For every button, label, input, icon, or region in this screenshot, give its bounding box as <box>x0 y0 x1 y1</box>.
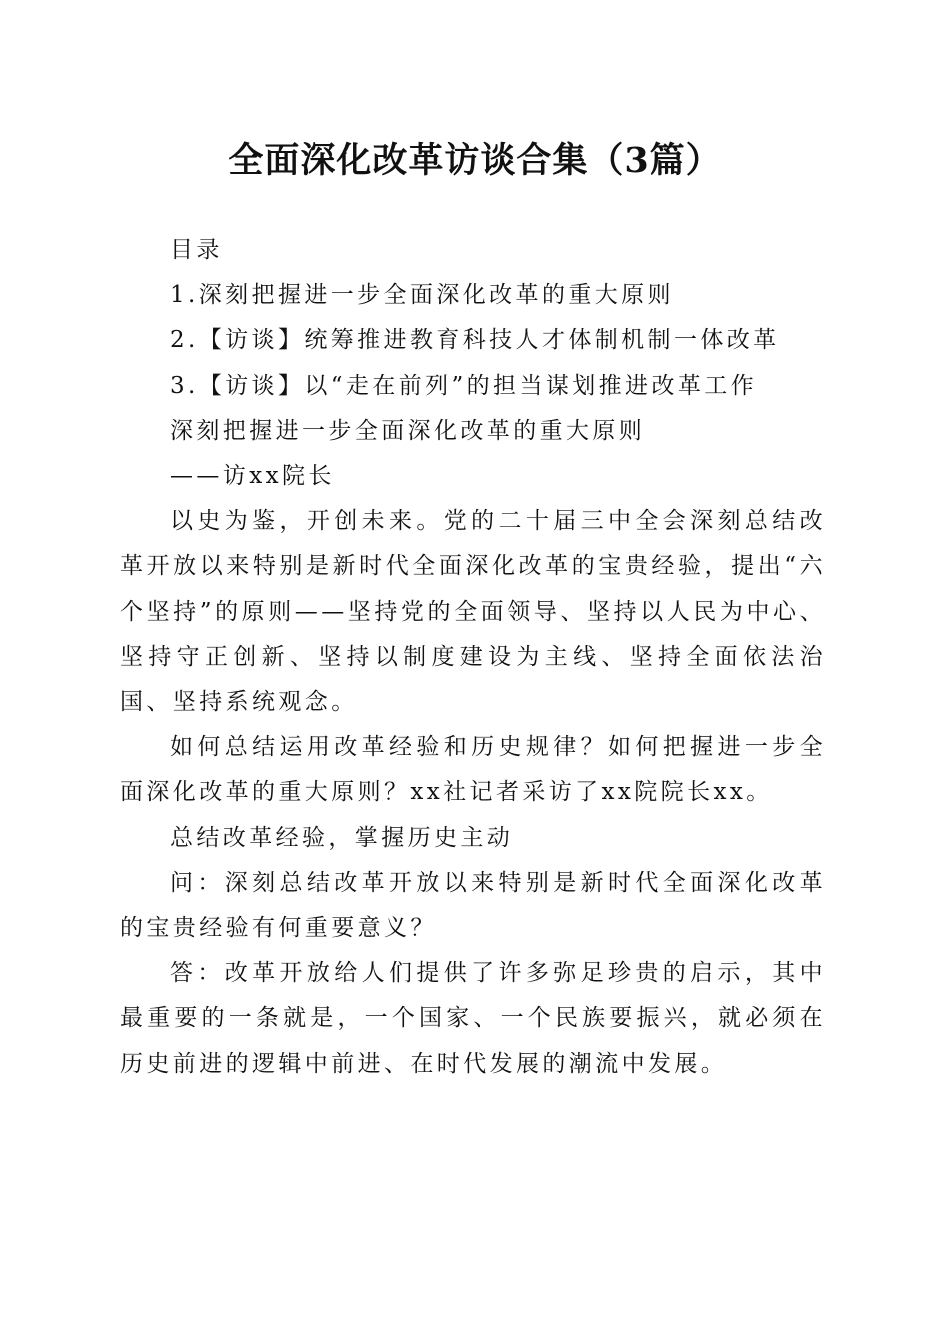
toc-item: 2.【访谈】统筹推进教育科技人才体制机制一体改革 <box>170 327 780 354</box>
answer-paragraph: 答：改革开放给人们提供了许多弥足珍贵的启示，其中最重要的一条就是，一个国家、一个民族要振兴，就必须在历史前进的逻辑中前进、在时代发展的潮流中发展。 <box>120 960 826 1077</box>
article-paragraph: 如何总结运用改革经验和历史规律？如何把握进一步全面深化改革的重大原则？xx社记者采访了xx院院长xx。 <box>120 734 826 806</box>
section-heading: 总结改革经验，掌握历史主动 <box>170 824 514 851</box>
toc-item: 3.【访谈】以“走在前列”的担当谋划推进改革工作 <box>170 372 758 399</box>
toc-item: 1.深刻把握进一步全面深化改革的重大原则 <box>170 282 674 309</box>
toc-heading: 目录 <box>170 237 223 263</box>
document-title: 全面深化改革访谈合集（3篇） <box>228 140 722 181</box>
document-body <box>120 228 826 1087</box>
question-paragraph: 问：深刻总结改革开放以来特别是新时代全面深化改革的宝贵经验有何重要意义？ <box>120 869 826 942</box>
article-paragraph: 以史为鉴，开创未来。党的二十届三中全会深刻总结改革开放以来特别是新时代全面深化改革的宝贵经验，提出“六个坚持”的原则——坚持党的全面领导、坚持以人民为中心、坚持守正创新、坚持以制度建设为主线、坚持全面依法治国、坚持系统观念。 <box>120 508 826 716</box>
article-subtitle: ——访xx院长 <box>170 463 335 490</box>
article-title: 深刻把握进一步全面深化改革的重大原则 <box>170 417 646 444</box>
